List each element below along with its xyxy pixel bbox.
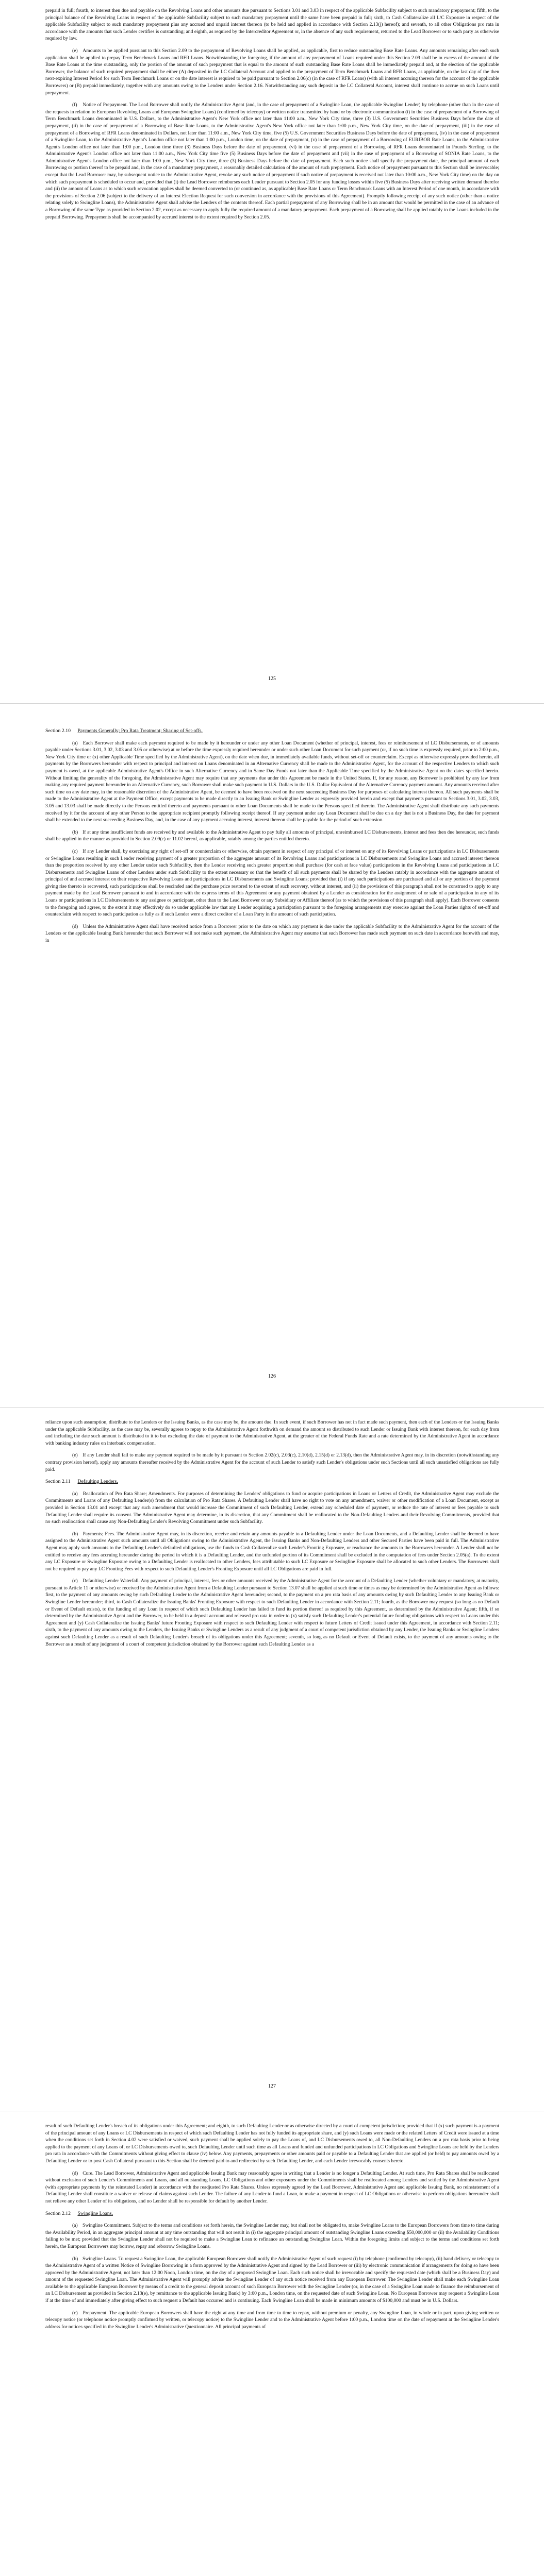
page-number: 126 <box>268 1374 276 1379</box>
paragraph: (a) Swingline Commitment. Subject to the terms and conditions set forth herein, the Swingline Lender may, but shall not be obligated to, make Swingline Loans to the European Borrowers from time to time during the Availability Period, in an aggregate principal amount at any time outstanding that will not result in (i) the aggregate principal amount of outstanding Swingline Loans exceeding $50,000,000 or (ii) the Availability Conditions failing to be met; provided that the Swingline Lender shall not be required to make a Swingline Loan to refinance an outstanding Swingline Loan. Within the foregoing limits and subject to the terms and conditions set forth herein, the European Borrowers may borrow, repay and reborrow Swingline Loans. <box>45 2223 501 2249</box>
paragraph: (a) Each Borrower shall make each payment required to be made by it hereunder or under any other Loan Document (whether of principal, interest, fees or reimbursement of LC Disbursements, or of amounts payable under Sections 3.01, 3.02, 3.03 and 3.05 or otherwise) at or before the time expressly required hereunder or under such other Loan Document for such payment (or, if no such time is expressly required, prior to 2:00 p.m., New York City time or (x) other Applicable Time specified by the Administrative Agent), on the date when due, in immediately available funds, without set-off or counterclaim. Except as otherwise expressly provided herein, all payments by the Borrowers hereunder with respect to principal and interest on Loans denominated in an Alternative Currency shall be made to the Administrative Agent, for the account of the respective Lenders to which such payment is owed, at the applicable Administrative Agent's Office in such Alternative Currency and in Same Day Funds not later than the Applicable Time specified by the Administrative Agent on the dates specified herein. Without limiting the generality of the foregoing, the Administrative Agent may require that any payments due under this Agreement be made in the United States. If, for any reason, any Borrower is prohibited by any law from making any required payment hereunder in an Alternative Currency, such Borrower shall make such payment in U.S. Dollars in the U.S. Dollar Equivalent of the Alternative Currency payment amount. Any amounts received after such time on any date may, in the reasonable discretion of the Administrative Agent, be deemed to have been received on the next succeeding Business Day for purposes of calculating interest thereon. All such payments shall be made to the Administrative Agent at the Payment Office, except payments to be made directly to an Issuing Bank or Swingline Lender as expressly provided herein and except that payments pursuant to Sections 3.01, 3.02, 3.03, 3.05 and 13.03 shall be made directly to the Persons entitled thereto and payments pursuant to other Loan Documents shall be made to the Persons specified therein. The Administrative Agent shall distribute any such payments received by it for the account of any other Person to the appropriate recipient promptly following receipt thereof. If any payment under any Loan Document shall be due on a day that is not a Business Day, the date for payment shall be extended to the next succeeding Business Day, and, in the case of any payment accruing interest, interest thereon shall be payable for the period of such extension. <box>45 740 501 823</box>
section-title: Swingline Loans. <box>77 2210 113 2216</box>
paragraph: (e) Amounts to be applied pursuant to this Section 2.09 to the prepayment of Revolving Loans shall be applied, as applicable, first to reduce outstanding Base Rate Loans. Any amounts remaining after each such application shall be applied to prepay Term Benchmark Loans and RFR Loans. Notwithstanding the foregoing, if the amount of any prepayment of Loans required under this Section 2.09 shall be in excess of the amount of the Base Rate Loans at the time outstanding, only the portion of the amount of such prepayment that is equal to the amount of such outstanding Base Rate Loans shall be immediately prepaid and, at the election of the applicable Borrower, the balance of such required prepayment shall be either (A) deposited in the LC Collateral Account and applied to the prepayment of Term Benchmark Loans and RFR Loans, as applicable, on the last day of the then next-expiring Interest Period for such Term Benchmark Loans or on the date interest is required to be paid pursuant to Section 2.06(c) (in the case of RFR Loans) (with all interest accruing thereon for the account of the applicable Borrowers) or (B) prepaid immediately, together with any amounts owing to the Lenders under Section 2.16. Notwithstanding any such deposit in the LC Collateral Account, interest shall continue to accrue on such Loans until prepayment. <box>45 47 501 96</box>
section-title: Defaulting Lenders. <box>77 1479 118 1485</box>
paragraph: (b) Swingline Loans. To request a Swingline Loan, the applicable European Borrower shall notify the Administrative Agent of such request (i) by telephone (confirmed by telecopy), (ii) hand delivery or telecopy to the Administrative Agent of a written Notice of Swingline Borrowing in a form approved by the Administrative Agent and signed by the Lead Borrower or (iii) by electronic communication if arrangements for doing so have been approved by the Administrative Agent, not later than 12:00 Noon, London time, on the day of a proposed Swingline Loan. Each such notice shall be irrevocable and specify the requested date (which shall be a Business Day) and amount of the requested Swingline Loan. The Administrative Agent will promptly advise the Swingline Lender of any such notice received from any European Borrower. The Swingline Lender shall make each Swingline Loan available to the applicable European Borrower by means of a credit to the general deposit account of such European Borrower with the Swingline Lender (or, in the case of a Swingline Loan made to finance the reimbursement of an LC Disbursement as provided in Section 2.13(e), by remittance to the applicable Issuing Bank) by 3:00 p.m., London time, on the requested date of such Swingline Loan. No European Borrower may request a Swingline Loan if at the time of and immediately after giving effect to such request a Default has occurred and is continuing. Each Swingline Loan shall be made in minimum amounts of $100,000 and must be in U.S. Dollars. <box>45 2256 501 2304</box>
paragraph: (e) If any Lender shall fail to make any payment required to be made by it pursuant to Section 2.02(c), 2.03(c), 2.10(d), 2.15(d) or 2.13(d), then the Administrative Agent may, in its discretion (notwithstanding any contrary provision hereof), apply any amounts thereafter received by the Administrative Agent for the account of such Lender to satisfy such Lender's obligations under such Sections until all such unsatisfied obligations are fully paid. <box>45 1452 501 1472</box>
page-128-text <box>45 2123 499 2335</box>
section-heading <box>45 2210 499 2217</box>
page-number: 125 <box>268 676 276 682</box>
section-heading <box>45 1478 499 1485</box>
page-126-text <box>45 725 499 950</box>
page-127-text <box>45 1419 499 1653</box>
document-page-127 <box>0 1408 544 2111</box>
document-page-126 <box>0 704 544 1407</box>
section-heading <box>45 727 499 735</box>
paragraph: (c) If any Lender shall, by exercising any right of set-off or counterclaim or otherwise, obtain payment in respect of any principal of or interest on any of its Revolving Loans or participations in LC Disbursements or Swingline Loans resulting in such Lender receiving payment of a greater proportion of the aggregate amount of its Revolving Loans and participations in LC Disbursements and Swingline Loans and accrued interest thereon than the proportion received by any other Lender under such Subfacility, then the Lender receiving such greater proportion shall purchase (for cash at face value) participations in the Revolving Loans and participations in LC Disbursements and Swingline Loans of other Lenders under such Subfacility to the extent necessary so that the benefit of all such payments shall be shared by the Lenders ratably in accordance with the aggregate amount of principal of and accrued interest on their respective Revolving Loans and participations in LC Disbursements and Swingline Loans; provided that (i) if any such participations are purchased and all or any portion of the payment giving rise thereto is recovered, such participations shall be rescinded and the purchase price restored to the extent of such recovery, without interest, and (ii) the provisions of this paragraph shall not be construed to apply to any payment made by the Lead Borrower pursuant to and in accordance with the express terms of this Agreement or any payment obtained by a Lender as consideration for the assignment of or sale of a participation in any of its Loans or participations in LC Disbursements to any assignee or participant, other than to the Lead Borrower or any Subsidiary or Affiliate thereof (as to which the provisions of this paragraph shall apply). Each Borrower consents to the foregoing and agrees, to the extent it may effectively do so under applicable law that any Lender acquiring a participation pursuant to the foregoing arrangements may exercise against the Loan Parties rights of set-off and counterclaim with respect to such participation as fully as if such Lender were a direct creditor of a Loan Party in the amount of such participation. <box>45 848 501 918</box>
section-title: Payments Generally; Pro Rata Treatment; Sharing of Set-offs. <box>77 728 203 734</box>
section-number: Section 2.12 <box>45 2210 71 2216</box>
paragraph: (a) Reallocation of Pro Rata Share; Amendments. For purposes of determining the Lenders' obligations to fund or acquire participations in Loans or Letters of Credit, the Administrative Agent may exclude the Commitments and Loans of any Defaulting Lender(s) from the calculation of Pro Rata Shares. A Defaulting Lender shall have no right to vote on any amendment, waiver or other modification of a Loan Document, except as provided in Section 13.01 and except that any such amendment that would increase the Commitment of such Defaulting Lender, extend any scheduled date of payment, or reduce the rate of interest or fees payable to such Defaulting Lender shall require its consent. The Administrative Agent may determine, in its discretion, that any Commitment shall be reallocated to the Non-Defaulting Lenders and their Revolving Commitments, provided that no such reallocation shall cause any Non-Defaulting Lender's Revolving Commitment under such Subfacility. <box>45 1490 501 1525</box>
paragraph: (f) Notice of Prepayment. The Lead Borrower shall notify the Administrative Agent (and, in the case of prepayment of a Swingline Loan, the applicable Swingline Lender) by telephone (other than in the case of the requests in relation to European Revolving Loans and European Swingline Loans) (confirmed by telecopy) or written notice transmitted by hand or by electronic communication (i) in the case of prepayment of a Borrowing of Term Benchmark Loans denominated in U.S. Dollars, to the Administrative Agent's New York office not later than 11:00 a.m., New York City time, three (3) U.S. Government Securities Business Days before the date of prepayment, (ii) in the case of prepayment of a Borrowing of Base Rate Loans, to the Administrative Agent's New York office not later than 1:00 p.m., New York City time, on the date of prepayment, (iii) in the case of prepayment of a Borrowing of RFR Loans denominated in Dollars, not later than 11:00 a.m., New York City time, five (5) U.S. Government Securities Business Days before the date of prepayment, (iv) in the case of prepayment of a Swingline Loan, to the Administrative Agent's London office not later than 1:00 p.m., London time, on the date of prepayment, (v) in the case of prepayment of a Borrowing of EURIBOR Rate Loans, to the Administrative Agent's London office not later than 1:00 p.m., London time three (3) Business Days before the date of prepayment, (vi) in the case of prepayment of a Borrowing of RFR Loans denominated in Pounds Sterling, to the Administrative Agent's London office not later than 11:00 a.m., New York City time five (5) Business Days before the date of prepayment and (vii) in the case of prepayment of a Borrowing of SONIA Rate Loans, to the Administrative Agent's London office not later than 1:00 p.m., New York City time, three (3) Business Days before the date of prepayment. Each such notice shall specify the prepayment date, the principal amount of each Borrowing or portion thereof to be prepaid and, in the case of a mandatory prepayment, a reasonably detailed calculation of the amount of such prepayment. Each notice of prepayment pursuant to this Section shall be irrevocable; except that the Lead Borrower may, by subsequent notice to the Administrative Agent, revoke any such notice of prepayment if such notice of prepayment is received not later than 10:00 a.m., New York City time) on the day on which such prepayment is scheduled to occur and, provided that (i) the Lead Borrower reimburses each Lender pursuant to Section 2.05 for any funding losses within five (5) Business Days after receiving written demand therefor and (ii) the amount of Loans as to which such revocation applies shall be deemed converted to (or continued as, as applicable) Base Rate Loans or Term Benchmark Loans with an Interest Period of one month, in accordance with the provisions of Section 2.06 (subject to the delivery of an Interest Election Request for such conversion in accordance with the provisions of this Agreement). Promptly following receipt of any such notice (other than a notice relating solely to Swingline Loans), the Administrative Agent shall advise the Lenders of the contents thereof. Each partial prepayment of any Borrowing shall be in an amount that would be permitted in the case of an advance of a Borrowing of the same Type as provided in Section 2.02, except as necessary to apply fully the required amount of a mandatory prepayment. Each prepayment of a Borrowing shall be applied ratably to the Loans included in the prepaid Borrowing. Prepayments shall be accompanied by accrued interest to the extent required by Section 2.05. <box>45 102 501 220</box>
page-125-text <box>45 7 499 226</box>
paragraph: (b) If at any time insufficient funds are received by and available to the Administrative Agent to pay fully all amounts of principal, unreimbursed LC Disbursements, interest and fees then due hereunder, such funds shall be applied in the manner as provided in Section 2.09(c) or 11.02 hereof, as applicable, ratably among the parties entitled thereto. <box>45 829 501 842</box>
paragraph: (c) Defaulting Lender Waterfall. Any payment of principal, interest, fees or other amounts received by the Administrative Agent for the account of a Defaulting Lender (whether voluntary or mandatory, at maturity, pursuant to Article 11 or otherwise) or received by the Administrative Agent from a Defaulting Lender pursuant to Section 13.07 shall be applied at such time or times as may be determined by the Administrative Agent as follows: first, to the payment of any amounts owing by such Defaulting Lender to the Administrative Agent hereunder; second, to the payment on a pro rata basis of any amounts owing by such Defaulting Lender to any Issuing Bank or Swingline Lender hereunder; third, to Cash Collateralize the Issuing Banks' Fronting Exposure with respect to such Defaulting Lender in accordance with Section 2.11; fourth, as the Borrower may request (so long as no Default or Event of Default exists), to the funding of any Loan in respect of which such Defaulting Lender has failed to fund its portion thereof as required by this Agreement, as determined by the Administrative Agent; fifth, if so determined by the Administrative Agent and the Borrower, to be held in a deposit account and released pro rata in order to (x) satisfy such Defaulting Lender's potential future funding obligations with respect to Loans under this Agreement and (y) Cash Collateralize the Issuing Banks' future Fronting Exposure with respect to such Defaulting Lender with respect to future Letters of Credit issued under this Agreement, in accordance with Section 2.11; sixth, to the payment of any amounts owing to the Lenders, the Issuing Banks or Swingline Lenders as a result of any judgment of a court of competent jurisdiction obtained by any Lender, the Issuing Banks or Swingline Lenders against such Defaulting Lender as a result of such Defaulting Lender's breach of its obligations under this Agreement; seventh, so long as no Default or Event of Default exists, to the payment of any amounts owing to the Borrower as a result of any judgment of a court of competent jurisdiction obtained by the Borrower against such Defaulting Lender as a <box>45 1578 501 1647</box>
paragraph: prepaid in full; fourth, to interest then due and payable on the Revolving Loans and other amounts due pursuant to Sections 3.01 and 3.03 in respect of the applicable Subfacility subject to such mandatory prepayment; fifth, to the principal balance of the Revolving Loans in respect of the applicable Subfacility subject to such mandatory prepayment until the same have been prepaid in full; sixth, to Cash Collateralize all L/C Exposure in respect of the applicable Subfacility subject to such mandatory prepayment plus any accrued and unpaid interest thereon (to be held and applied in accordance with Section 2.13(j) hereof); and seventh, to all other Obligations pro rata in accordance with the amounts that such Lender certifies is outstanding; and eighth, as required by the Intercreditor Agreement or, in the absence of any such requirement, returned to the Lead Borrower or to such party as otherwise required by law. <box>45 8 501 42</box>
paragraph: (d) Cure. The Lead Borrower, Administrative Agent and applicable Issuing Bank may reasonably agree in writing that a Lender is no longer a Defaulting Lender. At such time, Pro Rata Shares shall be reallocated without exclusion of such Lender's Commitments and Loans, and all outstanding Loans, LC Obligations and other exposures under the Commitments shall be reallocated among Lenders and settled by the Administrative Agent (with appropriate payments by the reinstated Lender) in accordance with the readjusted Pro Rata Shares. Unless expressly agreed by the Lead Borrower, Administrative Agent and applicable Issuing Bank, no reinstatement of a Defaulting Lender shall constitute a waiver or release of claims against such Lender. The failure of any Lender to fund a Loan, to make a payment in respect of LC Obligations or otherwise to perform obligations hereunder shall not relieve any other Lender of its obligations, and no Lender shall be responsible for default by another Lender. <box>45 2170 501 2204</box>
document-page-125 <box>0 0 544 703</box>
document-page-128 <box>0 2111 544 2576</box>
paragraph: reliance upon such assumption, distribute to the Lenders or the Issuing Banks, as the case may be, the amount due. In such event, if such Borrower has not in fact made such payment, then each of the Lenders or the Issuing Banks under the applicable Subfacility, as the case may be, severally agrees to repay to the Administrative Agent forthwith on demand the amount so distributed to such Lender or Issuing Bank with interest thereon, for each day from and including the date such amount is distributed to it to but excluding the date of payment to the Administrative Agent, at the greater of the Federal Funds Rate and a rate determined by the Administrative Agent in accordance with banking industry rules on interbank compensation. <box>45 1419 501 1446</box>
paragraph: (d) Unless the Administrative Agent shall have received notice from a Borrower prior to the date on which any payment is due under the applicable Subfacility to the Administrative Agent for the account of the Lenders or the applicable Issuing Bank hereunder that such Borrower will not make such payment, the Administrative Agent may assume that such Borrower has made such payment on such date in accordance herewith and may, in <box>45 923 501 944</box>
section-number: Section 2.10 <box>45 728 71 734</box>
paragraph: (b) Payments; Fees. The Administrative Agent may, in its discretion, receive and retain any amounts payable to a Defaulting Lender under the Loan Documents, and a Defaulting Lender shall be deemed to have assigned to the Administrative Agent such amounts until all Obligations owing to the Administrative Agent, the Issuing Banks and Non-Defaulting Lenders and other Secured Parties have been paid in full. The Administrative Agent may apply such amounts to the Defaulting Lender's defaulted obligations, use the funds to Cash Collateralize such Lender's Fronting Exposure, or readvance the amounts to the Borrowers hereunder. A Lender shall not be entitled to receive any fees accruing hereunder during the period in which it is a Defaulting Lender, and the unfunded portion of its Commitment shall be excluded in the computation of fees under Section 2.05(a). To the extent any LC Exposure or Swingline Exposure owing to a Defaulting Lender is reallocated to other Lenders, fees attributable to such LC Exposure or Swingline Exposure shall be allocated to such other Lenders. The Borrowers shall not be required to pay any LC Fronting Fees with respect to such Defaulting Lender's Fronting Exposure until all LC Obligations are paid in full. <box>45 1531 501 1572</box>
paragraph: result of such Defaulting Lender's breach of its obligations under this Agreement; and eighth, to such Defaulting Lender or as otherwise directed by a court of competent jurisdiction; provided that if (x) such payment is a payment of the principal amount of any Loans or LC Disbursements in respect of which such Defaulting Lender has not fully funded its appropriate share, and (y) such Loans were made or the related Letters of Credit were issued at a time when the conditions set forth in Section 4.02 were satisfied or waived, such payment shall be applied solely to pay the Loans of, and LC Disbursements owed to, all Non-Defaulting Lenders on a pro rata basis prior to being applied to the payment of any Loans of, or LC Disbursements owed to, such Defaulting Lender until such time as all Loans and funded and unfunded participations in LC Obligations and Swingline Loans are held by the Lenders pro rata in accordance with the Commitments without giving effect to clause (iv) below. Any payments, prepayments or other amounts paid or payable to a Defaulting Lender that are applied (or held) to pay amounts owed by a Defaulting Lender or to post Cash Collateral pursuant to this Section shall be deemed paid to and redirected by such Defaulting Lender, and each Lender irrevocably consents hereto. <box>45 2123 501 2164</box>
page-number: 127 <box>268 2083 276 2089</box>
paragraph: (c) Prepayment. The applicable European Borrowers shall have the right at any time and from time to time to repay, without premium or penalty, any Swingline Loan, in whole or in part, upon giving written or telecopy notice (or telephone notice promptly confirmed by written, or telecopy notice) to the Swingline Lender and to the Administrative Agent before 1:00 p.m., London time on the date of repayment at the Swingline Lender's address for notices specified in the Swingline Lender's Administrative Questionnaire. All principal payments of <box>45 2310 501 2330</box>
section-number: Section 2.11 <box>45 1479 71 1485</box>
